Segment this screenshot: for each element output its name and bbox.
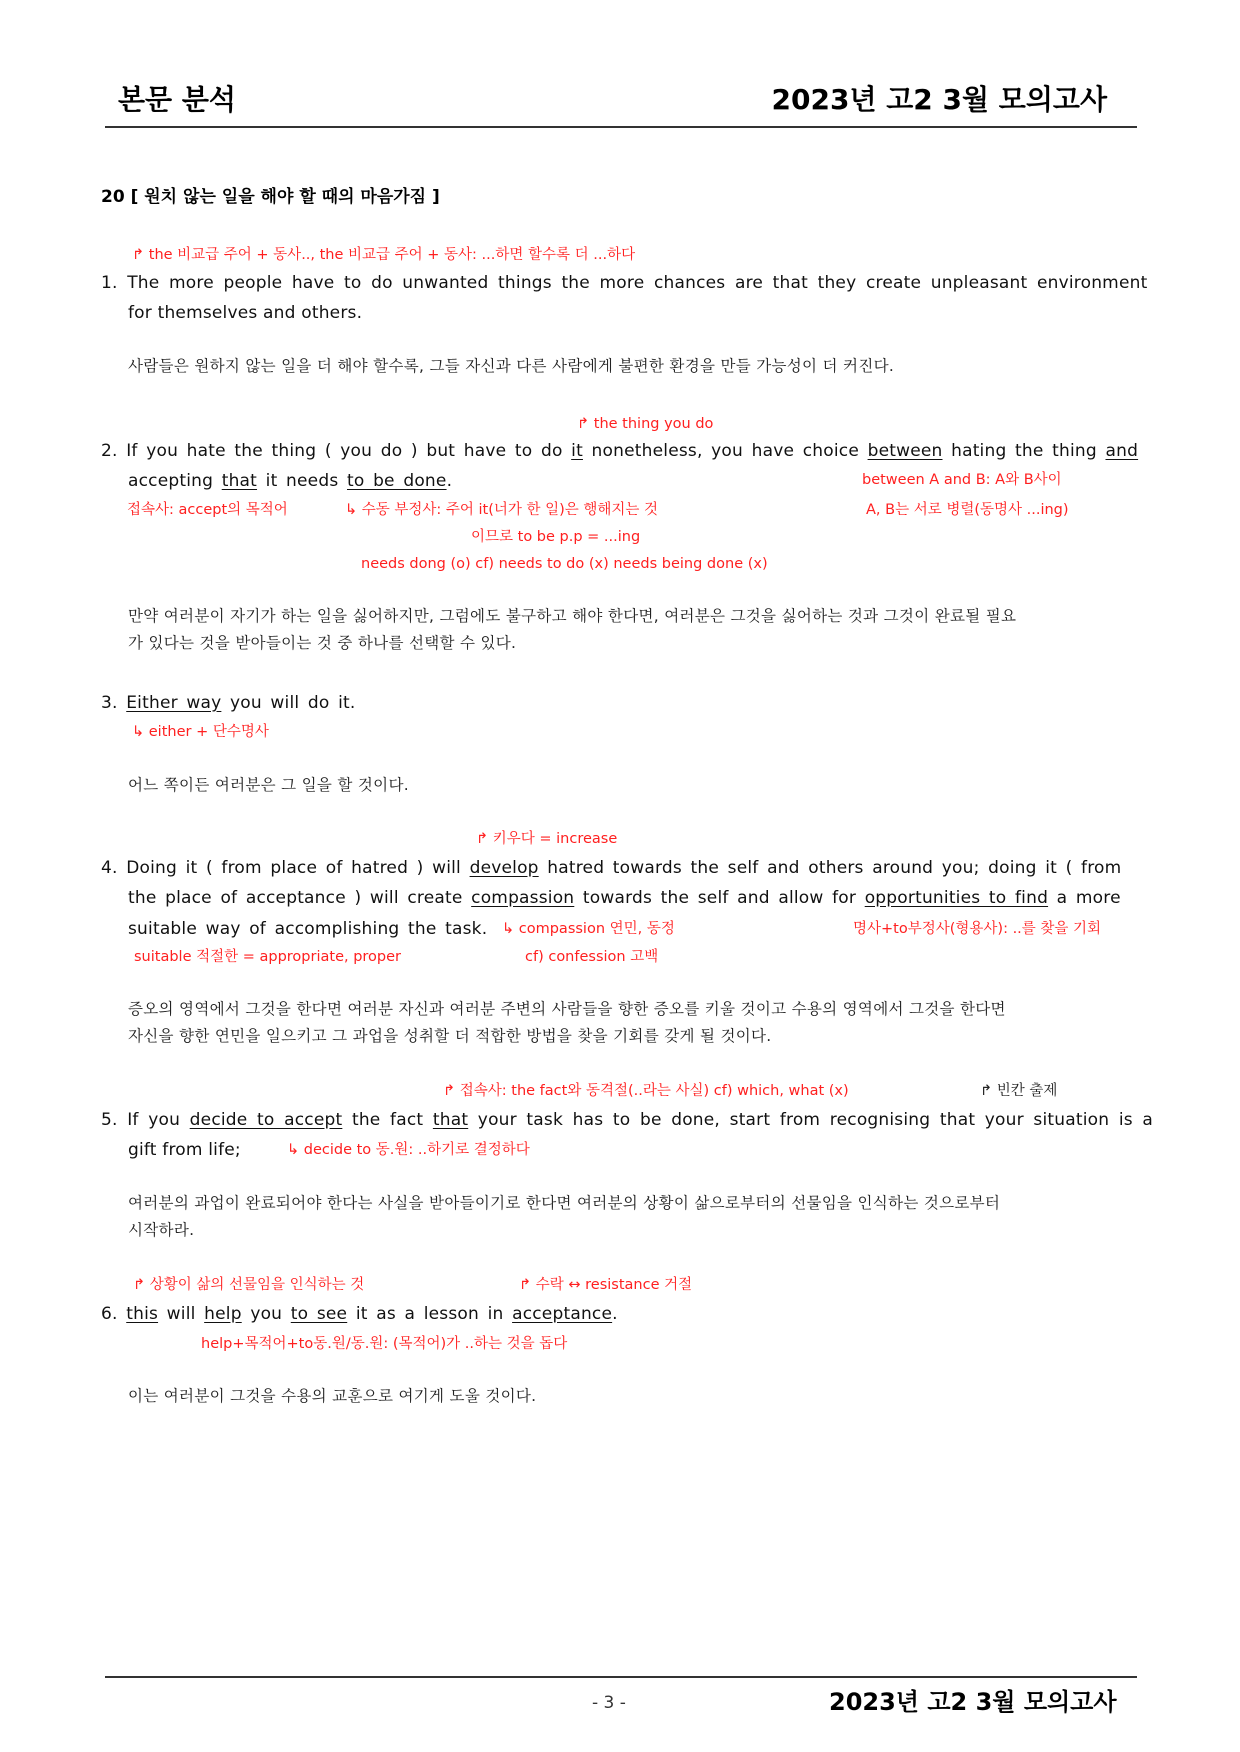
underlined-word: compassion bbox=[471, 888, 575, 908]
annotation: ↱ 상황이 삶의 선물임을 인식하는 것 bbox=[133, 1277, 365, 1293]
underlined-word: acceptance bbox=[512, 1304, 613, 1324]
underlined-word: between bbox=[867, 441, 943, 461]
translation-1: 사람들은 원하지 않는 일을 더 해야 할수록, 그들 자신과 다른 사람에게 불편한 환경을 만들 가능성이 더 커진다. bbox=[128, 357, 895, 375]
underlined-word: that bbox=[432, 1110, 469, 1130]
sentence-4-line-2: the place of acceptance ) will create compassion towards the self and allow for opportunities to find a more bbox=[128, 888, 1121, 908]
sentence-5-line-2: gift from life; bbox=[128, 1140, 241, 1160]
translation-5-line-2: 시작하라. bbox=[128, 1221, 195, 1239]
annotation: ↱ 키우다 = increase bbox=[476, 831, 618, 847]
translation-6: 이는 여러분이 그것을 수용의 교훈으로 여기게 도울 것이다. bbox=[128, 1387, 537, 1405]
note: ↳ decide to 동.원: ..하기로 결정하다 bbox=[287, 1142, 530, 1158]
underlined-word: opportunities to find bbox=[864, 888, 1049, 908]
note: needs dong (o) cf) needs to do (x) needs being done (x) bbox=[361, 556, 768, 572]
note: between A and B: A와 B사이 bbox=[862, 472, 1062, 488]
note: 명사+to부정사(형용사): ..를 찾을 기회 bbox=[853, 921, 1102, 937]
note: ↳ compassion 연민, 동정 bbox=[502, 921, 675, 937]
translation-3: 어느 쪽이든 여러분은 그 일을 할 것이다. bbox=[128, 776, 409, 794]
sentence-3: 3. Either way you will do it. bbox=[101, 693, 356, 713]
footer-rule bbox=[105, 1676, 1137, 1678]
annotation-blank-question: ↱ 빈칸 출제 bbox=[980, 1083, 1058, 1099]
translation-5-line-1: 여러분의 과업이 완료되어야 한다는 사실을 받아들이기로 한다면 여러분의 상황이 삶으로부터의 선물임을 인식하는 것으로부터 bbox=[128, 1194, 1001, 1212]
note: 이므로 to be p.p = ...ing bbox=[471, 529, 641, 545]
underlined-word: it bbox=[571, 441, 583, 461]
translation-2-line-2: 가 있다는 것을 받아들이는 것 중 하나를 선택할 수 있다. bbox=[128, 634, 517, 652]
note: help+목적어+to동.원/동.원: (목적어)가 ..하는 것을 돕다 bbox=[201, 1336, 568, 1352]
note: suitable 적절한 = appropriate, proper bbox=[134, 949, 402, 965]
translation-4-line-2: 자신을 향한 연민을 일으키고 그 과업을 성취할 더 적합한 방법을 찾을 기회를 갖게 될 것이다. bbox=[128, 1027, 772, 1045]
translation-4-line-1: 증오의 영역에서 그것을 한다면 여러분 자신과 여러분 주변의 사람들을 향한 증오를 키울 것이고 수용의 영역에서 그것을 한다면 bbox=[128, 1000, 1006, 1018]
header-rule bbox=[105, 126, 1137, 128]
sentence-4-line-1: 4. Doing it ( from place of hatred ) will develop hatred towards the self and others around you; doing it ( from bbox=[101, 858, 1122, 878]
note: ↳ either + 단수명사 bbox=[132, 724, 269, 740]
annotation: ↱ 수락 ↔ resistance 거절 bbox=[519, 1277, 693, 1293]
underlined-word: that bbox=[221, 471, 258, 491]
translation-2-line-1: 만약 여러분이 자기가 하는 일을 싫어하지만, 그럼에도 불구하고 해야 한다면, 여러분은 그것을 싫어하는 것과 그것이 완료될 필요 bbox=[128, 607, 1017, 625]
note: ↳ 수동 부정사: 주어 it(너가 한 일)은 행해지는 것 bbox=[345, 502, 659, 518]
sentence-2-line-1: 2. If you hate the thing ( you do ) but have to do it nonetheless, you have choice between hating the thing and bbox=[101, 441, 1139, 461]
sentence-2-line-2: accepting that it needs to be done. bbox=[128, 471, 453, 491]
page-number: - 3 - bbox=[592, 1693, 626, 1713]
sentence-6: 6. this will help you to see it as a lesson in acceptance. bbox=[101, 1304, 618, 1324]
note: cf) confession 고백 bbox=[525, 949, 659, 965]
footer-title: 2023년 고2 3월 모의고사 bbox=[829, 1688, 1117, 1716]
sentence-text: 1. The more people have to do unwanted things the more chances are that they create unpleasant environment bbox=[101, 273, 1148, 293]
note: 접속사: accept의 목적어 bbox=[127, 502, 288, 518]
underlined-word: help bbox=[204, 1304, 242, 1324]
underlined-word: this bbox=[126, 1304, 159, 1324]
header-right-title: 2023년 고2 3월 모의고사 bbox=[771, 83, 1107, 116]
annotation: ↱ the thing you do bbox=[577, 416, 714, 432]
sentence-5-line-1: 5. If you decide to accept the fact that your task has to be done, start from recognising that your situation is a bbox=[101, 1110, 1154, 1130]
underlined-word: decide to accept bbox=[189, 1110, 343, 1130]
underlined-word: and bbox=[1105, 441, 1139, 461]
sentence-1-line-1 bbox=[101, 275, 1147, 292]
underlined-word: to be done bbox=[347, 471, 447, 491]
annotation: ↱ the 비교급 주어 + 동사.., the 비교급 주어 + 동사: ...하면 할수록 더 ...하다 bbox=[132, 247, 636, 263]
underlined-word: to see bbox=[290, 1304, 348, 1324]
header-left-title: 본문 분석 bbox=[118, 83, 236, 116]
sentence-1-line-2: for themselves and others. bbox=[128, 303, 363, 323]
annotation: ↱ 접속사: the fact와 동격절(..라는 사실) cf) which, what (x) bbox=[443, 1083, 849, 1099]
section-title: 20 [ 원치 않는 일을 해야 할 때의 마음가짐 ] bbox=[101, 187, 440, 207]
underlined-word: develop bbox=[469, 858, 539, 878]
sentence-4-line-3: suitable way of accomplishing the task. bbox=[128, 919, 488, 939]
note: A, B는 서로 병렬(동명사 ...ing) bbox=[866, 502, 1069, 518]
underlined-word: Either way bbox=[126, 693, 222, 713]
